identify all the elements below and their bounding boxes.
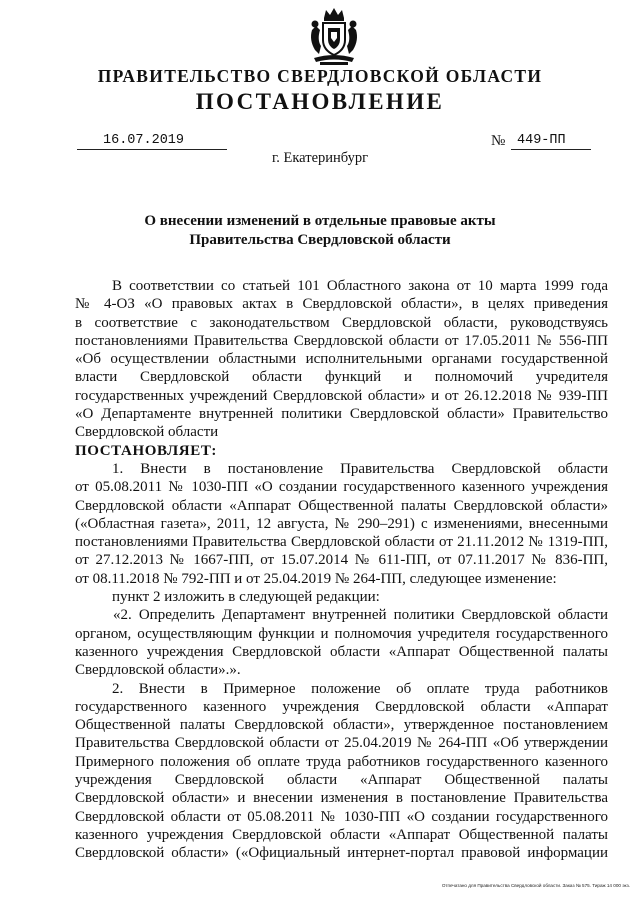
document-title — [100, 212, 540, 250]
title-line: Правительства Свердловской области — [189, 232, 451, 248]
body-line: казенного учреждения Свердловской области «Аппарат Общественной палаты — [75, 643, 608, 660]
document-number: 449-ПП — [517, 133, 566, 148]
body-line: государственных учреждений Свердловской области» и от 26.12.2018 № 939-ПП — [75, 387, 608, 404]
body-line: «2. Определить Департамент внутренней политики Свердловской области — [113, 607, 608, 624]
body-line: учреждения Свердловской области «Аппарат Общественной палаты — [75, 772, 608, 789]
body-line: Свердловской области».». — [75, 662, 241, 679]
body-line: «О Департаменте внутренней политики Свердловской области» Правительство — [75, 406, 608, 423]
number-sign: № — [491, 133, 506, 149]
print-footer: Отпечатано для Правительства Свердловской области. Заказ № 575. Тираж 14 000 экз. — [441, 883, 630, 888]
body-line: № 4-ОЗ «О правовых актах в Свердловской области», в целях приведения — [75, 296, 608, 313]
body-line: Свердловской области «Аппарат Общественной палаты Свердловской области» — [75, 497, 608, 514]
body-line: 2. Внести в Примерное положение об оплате труда работников — [112, 680, 608, 697]
body-line: постановлениями Правительства Свердловской области от 21.11.2012 № 1319-ПП, — [75, 534, 608, 551]
body-line: Свердловской области» («Официальный интернет-портал правовой информации — [75, 845, 608, 862]
document-type: ПОСТАНОВЛЕНИЕ — [195, 89, 445, 114]
body-line: от 27.12.2013 № 1667-ПП, от 15.07.2014 № 611-ПП, от 07.11.2017 № 836-ПП, — [75, 552, 608, 569]
body-line: Примерного положения об оплате труда работников государственного казенного — [75, 753, 608, 770]
body-line: государственного казенного учреждения Свердловской области «Аппарат — [75, 698, 608, 715]
body-line: постановлениями Правительства Свердловской области от 17.05.2011 № 556-ПП — [75, 332, 608, 349]
body-line: в соответствие с законодательством Свердловской области, руководствуясь — [75, 314, 608, 331]
body-line: от 05.08.2011 № 1030-ПП «О создании государственного казенного учреждения — [75, 479, 608, 496]
body-line: Свердловской области — [75, 424, 219, 441]
body-line: пункт 2 изложить в следующей редакции: — [112, 589, 380, 606]
body-line: власти Свердловской области функций и полномочий учредителя — [75, 369, 608, 386]
body-line: от 08.11.2018 № 792-ПП и от 25.04.2019 № 264-ПП, следующее изменение: — [75, 570, 557, 587]
body-line: Общественной палаты Свердловской области», утвержденное постановлением — [75, 717, 608, 734]
body-line: «Об осуществлении областными исполнительными органами государственной — [75, 351, 608, 368]
body-line: органом, осуществляющим функции и полномочия учредителя государственного — [75, 625, 608, 642]
body-line: 1. Внести в постановление Правительства Свердловской области — [112, 460, 608, 477]
body-line: («Областная газета», 2011, 12 августа, № 290–291) с изменениями, внесенными — [75, 515, 608, 532]
title-line: О внесении изменений в отдельные правовые акты — [144, 213, 496, 229]
body-line: В соответствии со статьей 101 Областного закона от 10 марта 1999 года — [112, 278, 608, 294]
body-line: Свердловской области» и внесении изменения в постановление Правительства — [75, 790, 608, 807]
coat-of-arms-icon — [306, 6, 362, 68]
document-date: 16.07.2019 — [103, 133, 185, 148]
document-body — [75, 277, 608, 863]
city: г. Екатеринбург — [271, 150, 369, 166]
body-line: Правительства Свердловской области от 25.04.2019 № 264-ПП «Об утверждении — [75, 735, 608, 752]
body-line: казенного учреждения Свердловской области «Аппарат Общественной палаты — [75, 826, 608, 843]
government-name: ПРАВИТЕЛЬСТВО СВЕРДЛОВСКОЙ ОБЛАСТИ — [97, 66, 543, 86]
resolves-heading: ПОСТАНОВЛЯЕТ: — [75, 442, 218, 459]
body-line: Свердловской области от 05.08.2011 № 1030-ПП «О создании государственного — [75, 808, 608, 825]
